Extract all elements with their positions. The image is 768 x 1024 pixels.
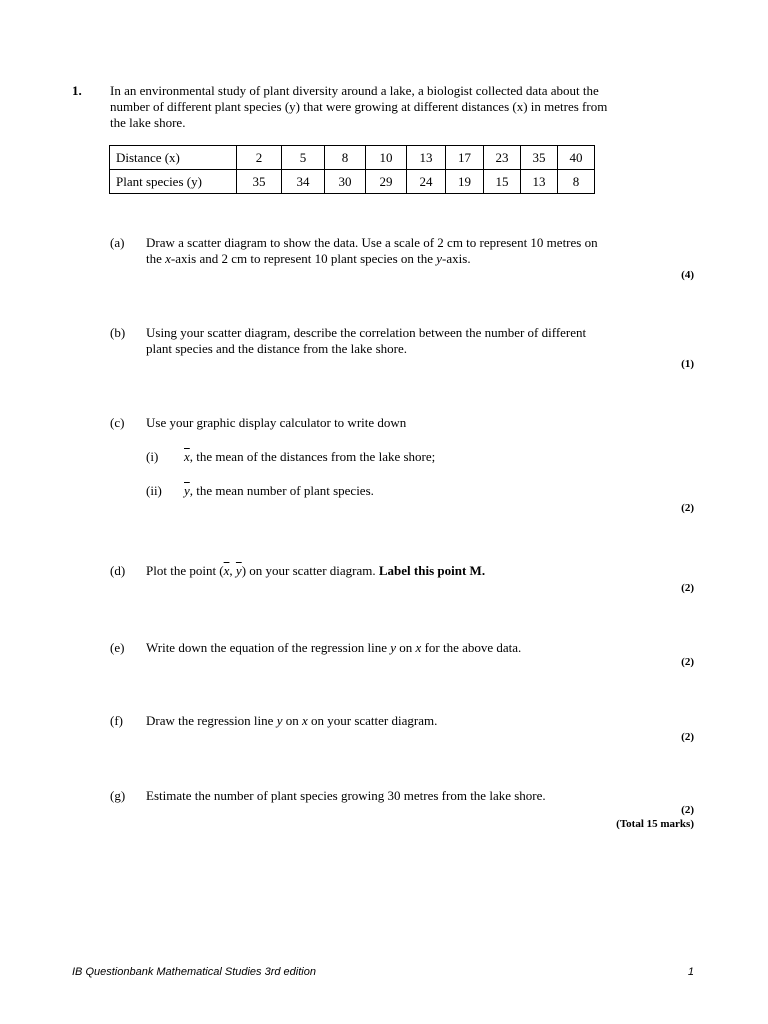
part-e-text — [146, 640, 666, 656]
part-c-label: (c) — [110, 415, 125, 430]
page-number: 1 — [687, 966, 694, 978]
table-cell: 23 — [484, 146, 521, 170]
part-g-text: Estimate the number of plant species growing 30 metres from the lake shore. — [146, 788, 546, 803]
part-e-label: (e) — [110, 640, 125, 655]
table-cell: 40 — [558, 146, 595, 170]
intro-line: number of different plant species (y) that were growing at different distances (x) in metres from — [110, 99, 608, 114]
var-x: x — [415, 640, 422, 655]
total-marks: (Total 15 marks) — [616, 818, 694, 830]
table-cell: 35 — [237, 170, 282, 194]
part-c-i-text — [184, 449, 435, 465]
table-cell: 15 — [484, 170, 521, 194]
question-number: 1. — [72, 83, 82, 98]
data-table — [109, 145, 595, 194]
table-cell: 34 — [282, 170, 325, 194]
label-instruction: Label this point M. — [378, 563, 486, 578]
var-x: x — [165, 251, 171, 266]
text-fragment: on your scatter diagram. — [307, 713, 438, 728]
part-g-marks: (2) — [681, 804, 694, 816]
text-fragment: Plot the point ( — [146, 563, 224, 578]
part-c-text: Use your graphic display calculator to write down — [146, 415, 407, 430]
x-bar-symbol: $\overline{x}$ — [184, 449, 190, 464]
part-d-label: (d) — [110, 563, 126, 578]
part-a-marks: (4) — [681, 269, 694, 281]
part-b-marks: (1) — [681, 358, 694, 370]
table-cell: 13 — [407, 146, 446, 170]
part-f-marks: (2) — [681, 731, 694, 743]
y-bar-symbol: $\overline{y}$ — [184, 483, 190, 498]
part-f-text — [146, 713, 666, 729]
part-a-text — [146, 235, 666, 267]
table-cell: 13 — [521, 170, 558, 194]
part-d-marks: (2) — [681, 582, 694, 594]
var-y: y — [276, 713, 283, 728]
part-f-label: (f) — [110, 713, 123, 728]
text-fragment: for the above data. — [421, 640, 522, 655]
part-d-text — [146, 563, 666, 579]
part-b-line2: plant species and the distance from the lake shore. — [146, 341, 407, 356]
table-cell: 8 — [325, 146, 366, 170]
table-cell: 30 — [325, 170, 366, 194]
text-fragment: ) on your scatter diagram. — [241, 563, 379, 578]
table-row-species — [110, 170, 595, 194]
text-fragment: , the mean number of plant species. — [189, 483, 374, 498]
part-c-ii-label: (ii) — [146, 483, 162, 498]
table-cell: 17 — [446, 146, 484, 170]
x-bar-symbol: $\overline{x}$ — [223, 563, 230, 578]
table-cell: 24 — [407, 170, 446, 194]
part-b-label: (b) — [110, 325, 126, 340]
row-header-species: Plant species (y) — [110, 170, 237, 194]
intro-line: the lake shore. — [110, 115, 186, 130]
part-b-line1: Using your scatter diagram, describe the correlation between the number of different — [146, 325, 587, 340]
table-cell: 2 — [237, 146, 282, 170]
table-cell: 10 — [366, 146, 407, 170]
text-fragment: Write down the equation of the regression line — [146, 640, 391, 655]
intro-line: In an environmental study of plant diversity around a lake, a biologist collected data about the — [110, 83, 599, 98]
part-b-text — [146, 325, 666, 357]
part-a-line1: Draw a scatter diagram to show the data. Use a scale of 2 cm to represent 10 metres on — [146, 235, 598, 250]
table-cell: 35 — [521, 146, 558, 170]
row-header-distance: Distance (x) — [110, 146, 237, 170]
y-bar-symbol: $\overline{y}$ — [235, 563, 242, 578]
text-fragment: -axis and 2 cm to represent 10 plant species on the — [170, 251, 437, 266]
part-a-label: (a) — [110, 235, 125, 250]
text-fragment: on — [282, 713, 302, 728]
part-g-label: (g) — [110, 788, 126, 803]
part-e-marks: (2) — [681, 656, 694, 668]
var-y: y — [390, 640, 397, 655]
part-a-line2 — [146, 251, 666, 267]
text-fragment: on — [396, 640, 416, 655]
text-fragment: , the mean of the distances from the lake shore; — [189, 449, 436, 464]
part-c-marks: (2) — [681, 502, 694, 514]
text-fragment: the — [146, 251, 166, 266]
footer-source: IB Questionbank Mathematical Studies 3rd edition — [72, 966, 316, 978]
part-c-ii-text — [184, 483, 374, 499]
table-row-distance — [110, 146, 595, 170]
part-c-i-label: (i) — [146, 449, 159, 464]
text-fragment: , — [229, 563, 236, 578]
table-cell: 19 — [446, 170, 484, 194]
var-x: x — [301, 713, 308, 728]
table-cell: 8 — [558, 170, 595, 194]
table-cell: 29 — [366, 170, 407, 194]
text-fragment: Draw the regression line — [146, 713, 277, 728]
text-fragment: -axis. — [442, 251, 471, 266]
question-intro — [110, 83, 670, 131]
table-cell: 5 — [282, 146, 325, 170]
var-y: y — [436, 251, 443, 266]
